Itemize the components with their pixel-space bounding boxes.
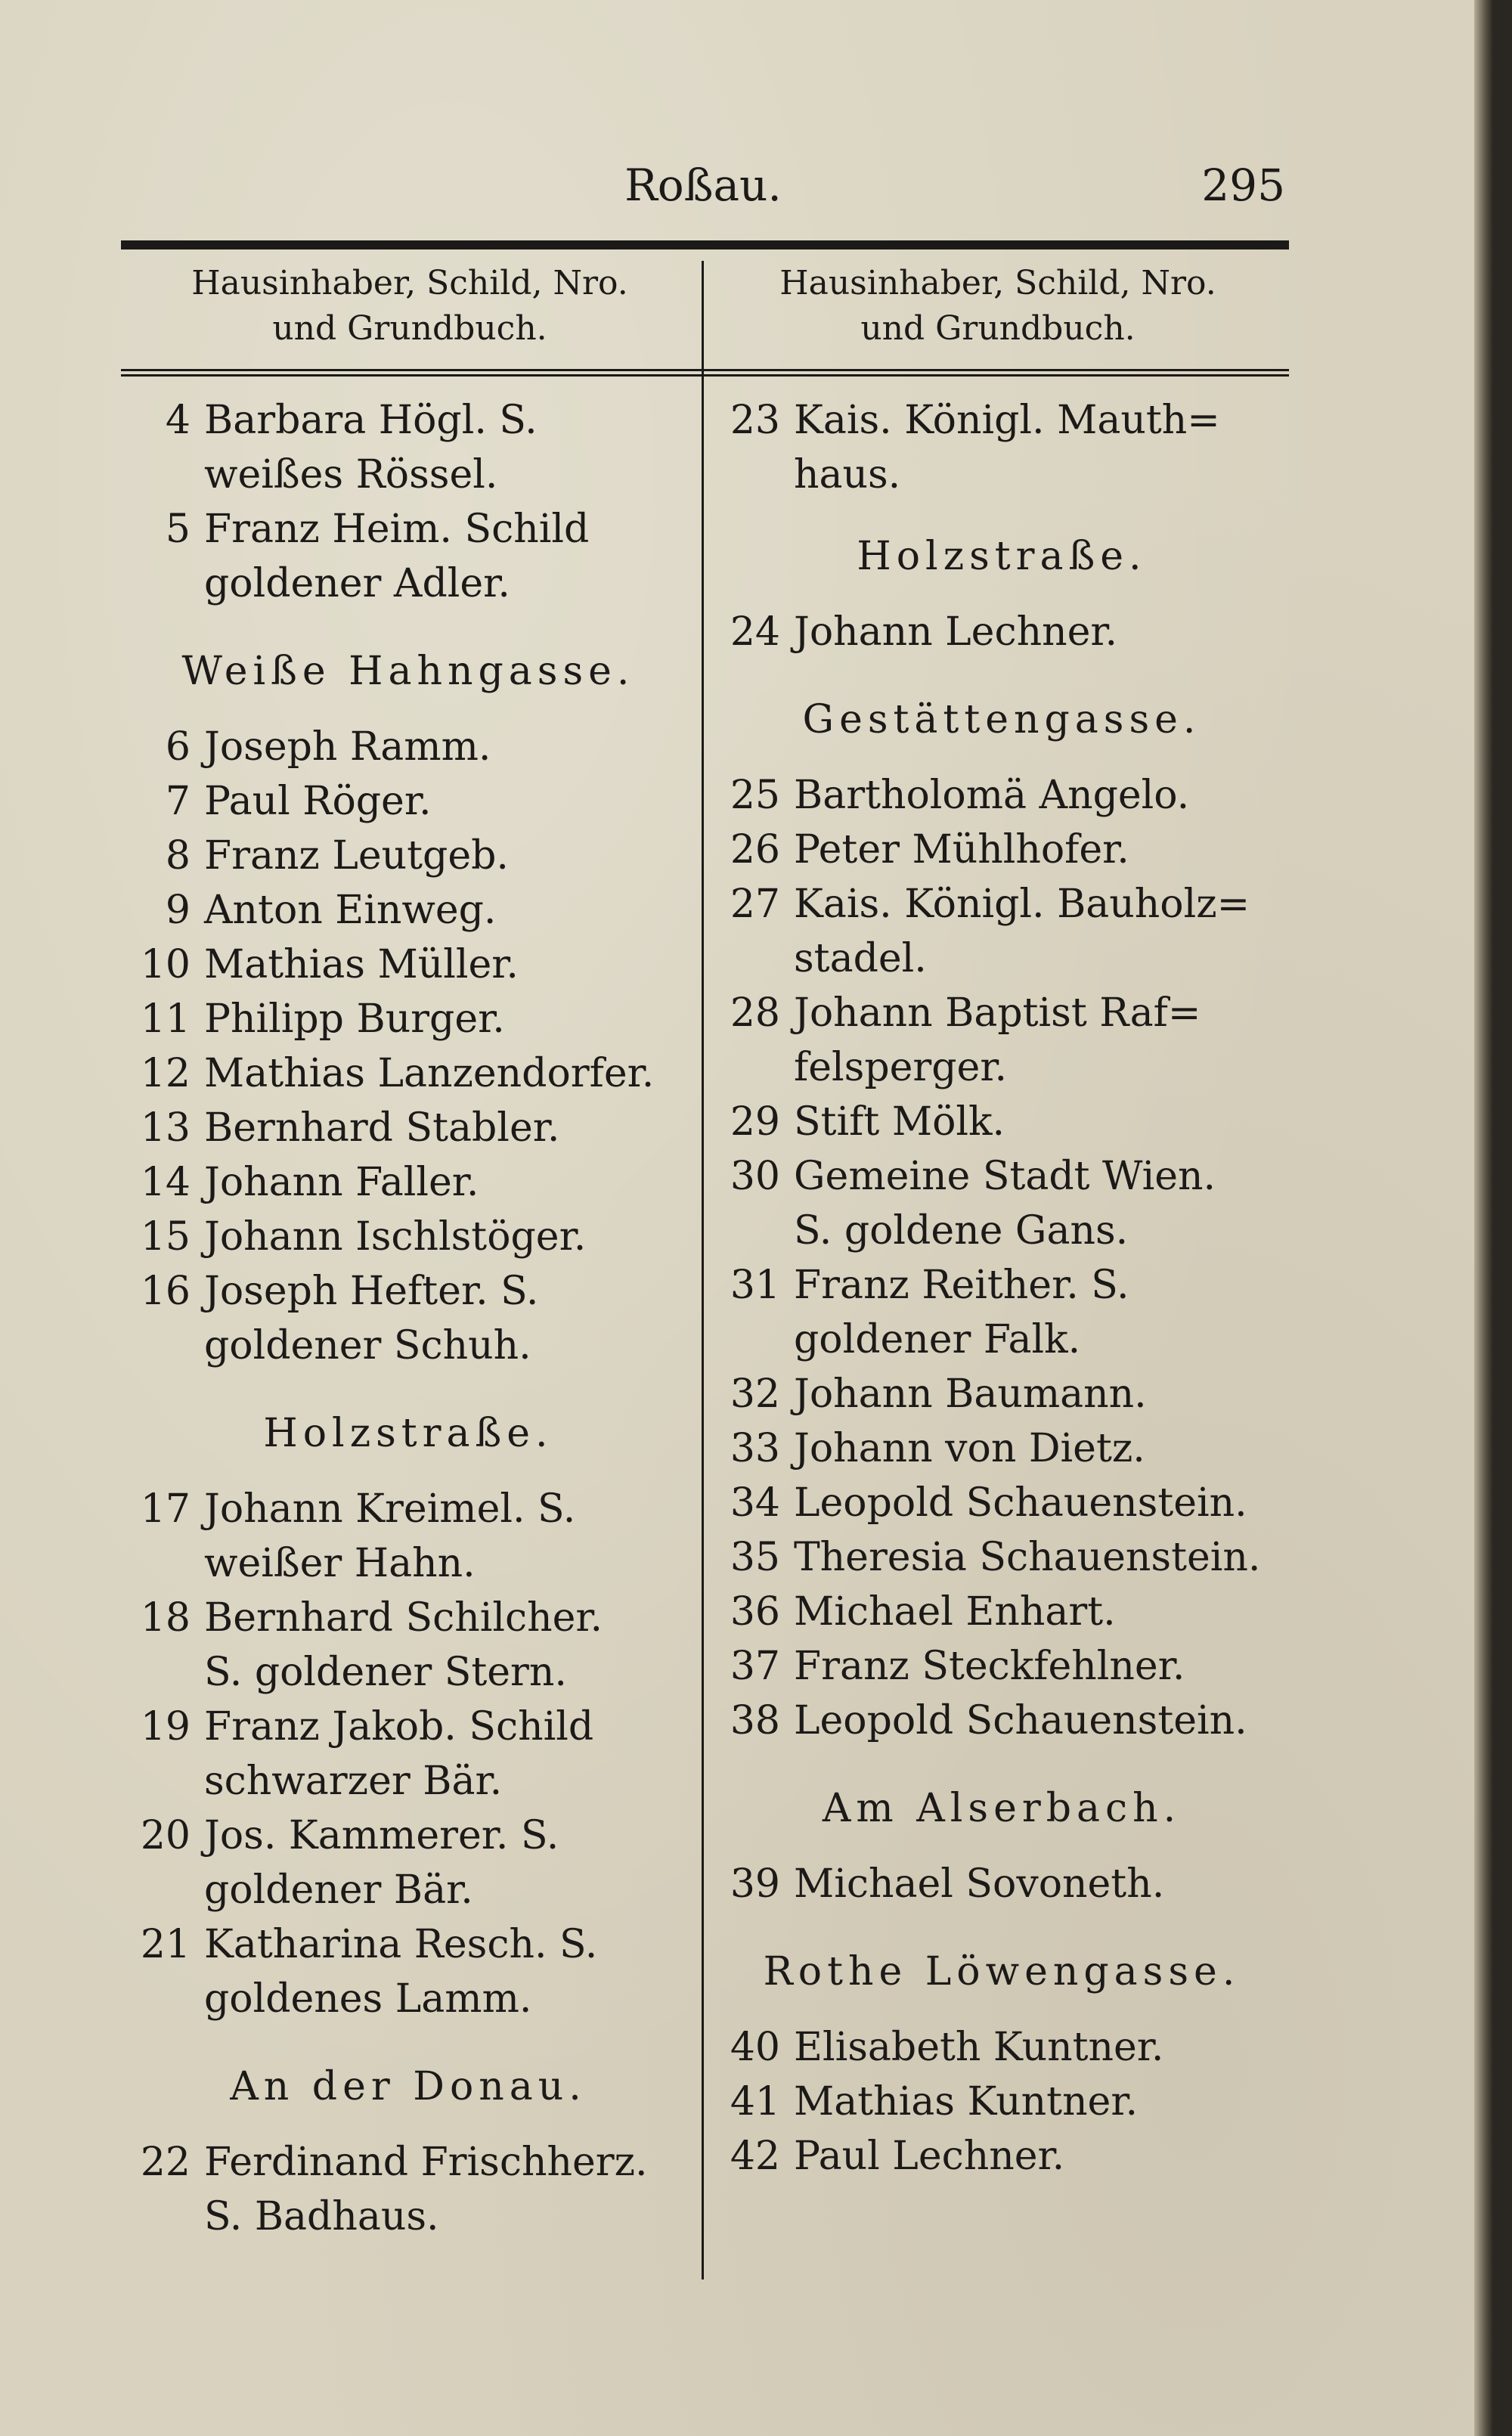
street-heading: Weiße Hahngasse. bbox=[181, 649, 635, 694]
entry-number: 20 bbox=[140, 1813, 191, 1858]
entry-line: Johann von Dietz. bbox=[794, 1426, 1145, 1471]
entry-line: S. goldener Stern. bbox=[204, 1650, 567, 1695]
entry-line: Joseph Hefter. S. bbox=[204, 1269, 539, 1314]
entry-32 bbox=[711, 1367, 1293, 1421]
entry-18 bbox=[121, 1591, 696, 1700]
entry-line: goldener Adler. bbox=[204, 561, 510, 606]
entry-9 bbox=[121, 883, 696, 938]
entry-5 bbox=[121, 502, 696, 611]
entry-line: haus. bbox=[794, 452, 901, 497]
entry-42 bbox=[711, 2129, 1293, 2183]
entry-line: Kais. Königl. Bauholz= bbox=[794, 882, 1250, 927]
entry-line: Stift Mölk. bbox=[794, 1099, 1005, 1145]
entry-38 bbox=[711, 1694, 1293, 1748]
entry-number: 39 bbox=[730, 1861, 780, 1907]
street-heading: Holzstraße. bbox=[263, 1411, 553, 1456]
entry-line: Mathias Lanzendorfer. bbox=[204, 1051, 655, 1096]
entry-line: Bernhard Schilcher. bbox=[204, 1595, 603, 1641]
entry-21 bbox=[121, 1917, 696, 2026]
entry-line: Franz Reither. S. bbox=[794, 1263, 1129, 1308]
header-rule bbox=[121, 240, 1289, 249]
entry-line: Ferdinand Frischherz. bbox=[204, 2140, 648, 2185]
entry-line: Philipp Burger. bbox=[204, 996, 505, 1042]
entry-line: Mathias Müller. bbox=[204, 942, 519, 987]
entry-27 bbox=[711, 877, 1293, 986]
entry-number: 38 bbox=[730, 1698, 780, 1743]
column-header-rule bbox=[121, 369, 1289, 377]
column-header-right-line-1: Hausinhaber, Schild, Nro. bbox=[779, 264, 1216, 302]
entry-29 bbox=[711, 1095, 1293, 1149]
entry-number: 8 bbox=[165, 833, 191, 879]
street-heading: Rothe Löwengasse. bbox=[763, 1949, 1241, 1994]
entry-line: goldener Schuh. bbox=[204, 1323, 531, 1368]
entry-12 bbox=[121, 1046, 696, 1101]
entry-line: Theresia Schauenstein. bbox=[794, 1535, 1261, 1580]
entry-8 bbox=[121, 829, 696, 883]
entry-41 bbox=[711, 2075, 1293, 2129]
entry-number: 19 bbox=[140, 1704, 191, 1750]
entry-line: goldener Bär. bbox=[204, 1867, 473, 1913]
entry-line: Franz Heim. Schild bbox=[204, 507, 590, 552]
entry-line: Bernhard Stabler. bbox=[204, 1105, 560, 1151]
entry-number: 15 bbox=[140, 1214, 191, 1260]
entry-7 bbox=[121, 774, 696, 829]
entry-line: Joseph Ramm. bbox=[204, 724, 491, 770]
entry-24 bbox=[711, 605, 1293, 659]
entry-line: Johann Baumann. bbox=[794, 1371, 1147, 1417]
entry-line: Franz Jakob. Schild bbox=[204, 1704, 594, 1750]
entry-number: 22 bbox=[140, 2140, 191, 2185]
entry-line: Johann Faller. bbox=[204, 1160, 479, 1205]
page-number: 295 bbox=[1201, 160, 1285, 211]
entry-line: Michael Sovoneth. bbox=[794, 1861, 1165, 1907]
running-title: Roßau. bbox=[624, 160, 782, 211]
entry-line: Johann Lechner. bbox=[794, 609, 1118, 655]
entry-15 bbox=[121, 1210, 696, 1264]
entry-number: 5 bbox=[165, 507, 191, 552]
entry-line: Johann Kreimel. S. bbox=[204, 1486, 576, 1532]
entry-line: goldener Falk. bbox=[794, 1317, 1081, 1362]
entry-line: weißer Hahn. bbox=[204, 1541, 476, 1586]
street-heading: Holzstraße. bbox=[857, 534, 1147, 579]
entry-17 bbox=[121, 1482, 696, 1591]
entry-number: 6 bbox=[165, 724, 191, 770]
entry-13 bbox=[121, 1101, 696, 1155]
entry-number: 11 bbox=[140, 996, 191, 1042]
entry-line: Peter Mühlhofer. bbox=[794, 827, 1129, 872]
page-edge-shadow bbox=[1474, 0, 1493, 2436]
entry-23 bbox=[711, 393, 1293, 502]
entry-line: Gemeine Stadt Wien. bbox=[794, 1154, 1216, 1199]
street-heading: Am Alserbach. bbox=[822, 1786, 1182, 1831]
entry-16 bbox=[121, 1264, 696, 1373]
entry-39 bbox=[711, 1857, 1293, 1911]
entry-28 bbox=[711, 986, 1293, 1095]
entry-6 bbox=[121, 720, 696, 774]
entry-37 bbox=[711, 1639, 1293, 1694]
entry-number: 37 bbox=[730, 1644, 780, 1689]
entry-line: stadel. bbox=[794, 936, 927, 981]
entry-line: Franz Leutgeb. bbox=[204, 833, 509, 879]
running-head bbox=[121, 151, 1285, 219]
right-column bbox=[711, 393, 1293, 2183]
entry-33 bbox=[711, 1421, 1293, 1476]
entry-22 bbox=[121, 2135, 696, 2244]
entry-line: Johann Ischlstöger. bbox=[204, 1214, 587, 1260]
entry-number: 25 bbox=[730, 773, 780, 818]
entry-line: goldenes Lamm. bbox=[204, 1976, 532, 2022]
entry-number: 27 bbox=[730, 882, 780, 927]
entry-line: schwarzer Bär. bbox=[204, 1759, 503, 1804]
entry-line: Kais. Königl. Mauth= bbox=[794, 398, 1220, 443]
entry-line: S. Badhaus. bbox=[204, 2194, 439, 2239]
entry-number: 24 bbox=[730, 609, 780, 655]
entry-19 bbox=[121, 1700, 696, 1808]
entry-36 bbox=[711, 1585, 1293, 1639]
left-column bbox=[121, 393, 696, 2244]
entry-line: Bartholomä Angelo. bbox=[794, 773, 1190, 818]
entry-line: Elisabeth Kuntner. bbox=[794, 2025, 1164, 2070]
entry-number: 36 bbox=[730, 1589, 780, 1635]
column-header-right bbox=[711, 261, 1285, 352]
entry-line: Mathias Kuntner. bbox=[794, 2079, 1138, 2125]
entry-number: 4 bbox=[165, 398, 191, 443]
entry-number: 9 bbox=[165, 888, 191, 933]
entry-number: 29 bbox=[730, 1099, 780, 1145]
column-header-left-line-2: und Grundbuch. bbox=[272, 309, 547, 348]
entry-number: 26 bbox=[730, 827, 780, 872]
entry-number: 33 bbox=[730, 1426, 780, 1471]
entry-line: Franz Steckfehlner. bbox=[794, 1644, 1185, 1689]
entry-line: Paul Lechner. bbox=[794, 2134, 1065, 2179]
entry-10 bbox=[121, 938, 696, 992]
entry-number: 14 bbox=[140, 1160, 191, 1205]
entry-line: Barbara Högl. S. bbox=[204, 398, 538, 443]
entry-40 bbox=[711, 2020, 1293, 2075]
entry-line: Leopold Schauenstein. bbox=[794, 1698, 1247, 1743]
entry-20 bbox=[121, 1808, 696, 1917]
entry-number: 41 bbox=[730, 2079, 780, 2125]
entry-number: 18 bbox=[140, 1595, 191, 1641]
column-header-left-line-1: Hausinhaber, Schild, Nro. bbox=[191, 264, 628, 302]
entry-35 bbox=[711, 1530, 1293, 1585]
entry-number: 28 bbox=[730, 990, 780, 1036]
entry-number: 13 bbox=[140, 1105, 191, 1151]
entry-number: 23 bbox=[730, 398, 780, 443]
entry-line: Anton Einweg. bbox=[204, 888, 497, 933]
entry-number: 42 bbox=[730, 2134, 780, 2179]
entry-number: 35 bbox=[730, 1535, 780, 1580]
entry-31 bbox=[711, 1258, 1293, 1367]
entry-line: felsperger. bbox=[794, 1045, 1007, 1090]
entry-line: Paul Röger. bbox=[204, 779, 432, 824]
entry-30 bbox=[711, 1149, 1293, 1258]
entry-line: Johann Baptist Raf= bbox=[794, 990, 1201, 1036]
entry-number: 31 bbox=[730, 1263, 780, 1308]
entry-number: 21 bbox=[140, 1922, 191, 1967]
entry-14 bbox=[121, 1155, 696, 1210]
entry-number: 17 bbox=[140, 1486, 191, 1532]
column-header-left bbox=[122, 261, 697, 352]
street-heading: An der Donau. bbox=[230, 2064, 587, 2109]
entry-line: weißes Rössel. bbox=[204, 452, 498, 497]
entry-number: 16 bbox=[140, 1269, 191, 1314]
street-heading: Gestättengasse. bbox=[802, 697, 1201, 742]
column-header-right-line-2: und Grundbuch. bbox=[860, 309, 1136, 348]
entry-line: S. goldene Gans. bbox=[794, 1208, 1129, 1254]
entry-number: 34 bbox=[730, 1480, 780, 1526]
entry-number: 12 bbox=[140, 1051, 191, 1096]
entry-number: 10 bbox=[140, 942, 191, 987]
column-divider bbox=[702, 261, 704, 2279]
entry-line: Michael Enhart. bbox=[794, 1589, 1116, 1635]
entry-line: Katharina Resch. S. bbox=[204, 1922, 598, 1967]
entry-4 bbox=[121, 393, 696, 502]
entry-26 bbox=[711, 823, 1293, 877]
entry-line: Jos. Kammerer. S. bbox=[204, 1813, 559, 1858]
entry-number: 30 bbox=[730, 1154, 780, 1199]
entry-number: 40 bbox=[730, 2025, 780, 2070]
entry-25 bbox=[711, 768, 1293, 823]
entry-line: Leopold Schauenstein. bbox=[794, 1480, 1247, 1526]
entry-11 bbox=[121, 992, 696, 1046]
entry-number: 32 bbox=[730, 1371, 780, 1417]
entry-34 bbox=[711, 1476, 1293, 1530]
entry-number: 7 bbox=[165, 779, 191, 824]
